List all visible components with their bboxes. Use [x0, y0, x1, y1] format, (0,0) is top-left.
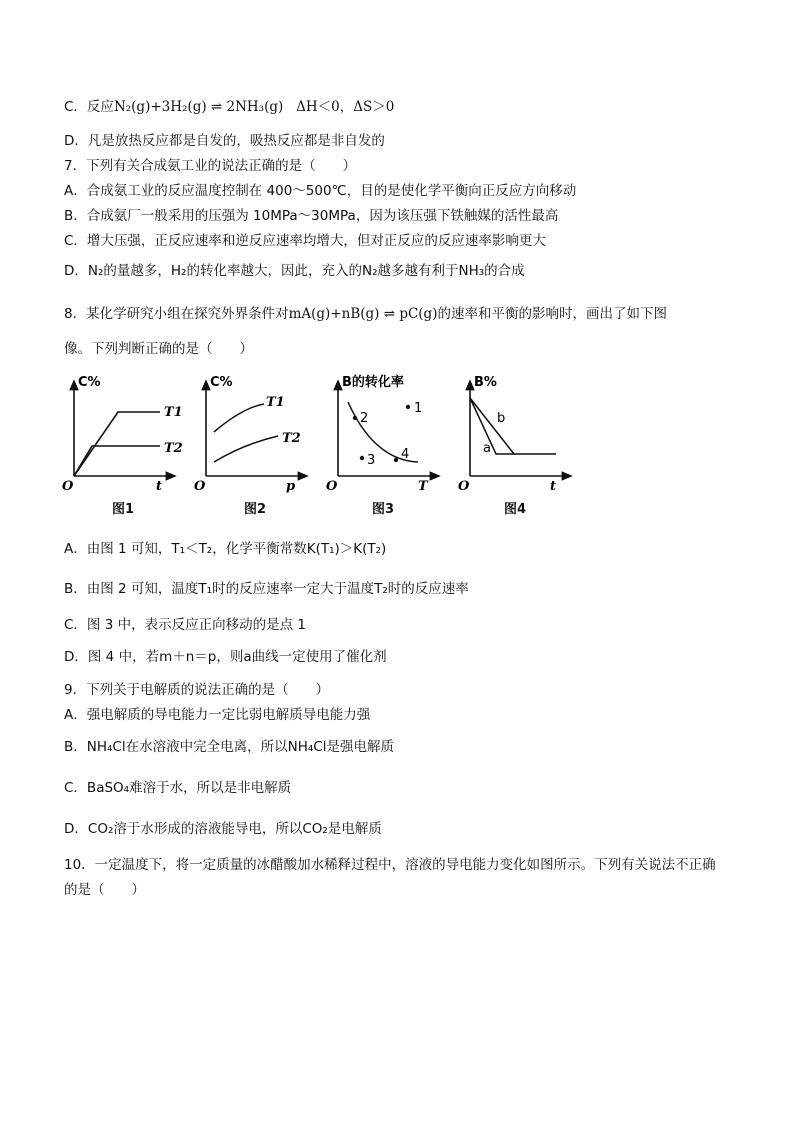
fig2-label-t1: T1 — [266, 395, 285, 410]
fig2-origin: O — [194, 479, 206, 494]
q9-option-c: C．BaSO₄难溶于水，所以是非电解质 — [64, 780, 292, 796]
fig3-point-3 — [360, 456, 364, 460]
q7-option-a: A．合成氨工业的反应温度控制在 400～500℃，目的是使化学平衡向正反应方向移动 — [64, 183, 577, 199]
fig3-label-3: 3 — [367, 453, 376, 468]
q8-figures — [60, 372, 740, 522]
fig1-label-t2: T2 — [164, 441, 183, 456]
fig3-label-2: 2 — [360, 411, 369, 426]
fig3-point-2 — [353, 416, 357, 420]
fig4-label-b: b — [497, 411, 506, 426]
fig2-label-t2: T2 — [282, 431, 301, 446]
q9-stem: 9．下列关于电解质的说法正确的是（ ） — [64, 682, 330, 698]
q8-stem-line1 — [64, 305, 667, 323]
q6-option-c — [64, 98, 394, 116]
fig2-ylabel: C% — [210, 375, 233, 390]
fig1-xlabel: t — [156, 479, 163, 494]
q8-equation: mA(g)+nB(g) ⇌ pC(g) — [288, 306, 438, 322]
q6-c-condition: ΔH＜0，ΔS＞0 — [296, 99, 395, 115]
fig3-label-4: 4 — [401, 447, 410, 462]
fig3-point-4 — [394, 458, 398, 462]
fig1-label-t1: T1 — [164, 405, 183, 420]
fig4-caption: 图4 — [504, 502, 527, 517]
fig1-origin: O — [62, 479, 74, 494]
q9-option-d: D．CO₂溶于水形成的溶液能导电，所以CO₂是电解质 — [64, 821, 382, 837]
q7-option-b: B．合成氨厂一般采用的压强为 10MPa～30MPa，因为该压强下铁触媒的活性最高 — [64, 208, 559, 224]
q6-c-prefix: C．反应 — [64, 99, 114, 115]
q10-stem-line1: 10．一定温度下，将一定质量的冰醋酸加水稀释过程中，溶液的导电能力变化如图所示。下列有关说法不正确 — [64, 857, 716, 873]
fig2-caption: 图2 — [244, 502, 267, 517]
fig1-curve-t2 — [74, 446, 160, 476]
q10-stem-line2: 的是（ ） — [64, 882, 145, 898]
q7-stem: 7．下列有关合成氨工业的说法正确的是（ ） — [64, 158, 357, 174]
fig4-label-a: a — [483, 441, 491, 456]
figure-1 — [60, 372, 183, 494]
fig4-xlabel: t — [550, 479, 557, 494]
q7-option-c: C．增大压强，正反应速率和逆反应速率均增大，但对正反应的反应速率影响更大 — [64, 233, 546, 249]
q8-stem-part1: 8．某化学研究小组在探究外界条件对 — [64, 306, 289, 322]
fig4-ylabel: B% — [474, 375, 497, 390]
fig3-xlabel: T — [418, 479, 428, 494]
q8-option-a: A．由图 1 可知，T₁＜T₂，化学平衡常数K(T₁)＞K(T₂) — [64, 541, 387, 557]
figure-3 — [324, 372, 444, 492]
fig4-origin: O — [458, 479, 470, 494]
fig2-xlabel: p — [286, 479, 296, 494]
fig3-ylabel: B的转化率 — [342, 375, 404, 390]
fig3-label-1: 1 — [414, 401, 423, 416]
fig3-caption: 图3 — [372, 502, 395, 517]
fig1-curve-t1 — [74, 412, 160, 476]
q7-option-d: D．N₂的量越多，H₂的转化率越大，因此，充入的N₂越多越有利于NH₃的合成 — [64, 263, 525, 279]
fig3-point-1 — [406, 405, 410, 409]
fig1-ylabel: C% — [78, 375, 101, 390]
figure-2 — [192, 372, 312, 492]
figure-4 — [456, 372, 576, 492]
fig1-caption: 图1 — [112, 502, 135, 517]
fig2-curve-t2 — [214, 436, 278, 462]
q8-option-d: D．图 4 中，若m＋n＝p，则a曲线一定使用了催化剂 — [64, 649, 387, 665]
q9-option-b: B．NH₄Cl在水溶液中完全电离，所以NH₄Cl是强电解质 — [64, 739, 394, 755]
q6-option-d: D．凡是放热反应都是自发的，吸热反应都是非自发的 — [64, 133, 385, 149]
q9-option-a: A．强电解质的导电能力一定比弱电解质导电能力强 — [64, 707, 371, 723]
fig2-curve-t1 — [214, 404, 264, 432]
q8-stem-part2: 的速率和平衡的影响时，画出了如下图 — [437, 306, 667, 322]
q8-option-b: B．由图 2 可知，温度T₁时的反应速率一定大于温度T₂时的反应速率 — [64, 581, 469, 597]
q8-option-c: C．图 3 中，表示反应正向移动的是点 1 — [64, 617, 306, 633]
fig3-origin: O — [326, 479, 338, 494]
q6-c-equation: N₂(g)+3H₂(g) ⇌ 2NH₃(g) — [113, 99, 284, 115]
q8-stem-line2: 像。下列判断正确的是（ ） — [64, 341, 253, 357]
